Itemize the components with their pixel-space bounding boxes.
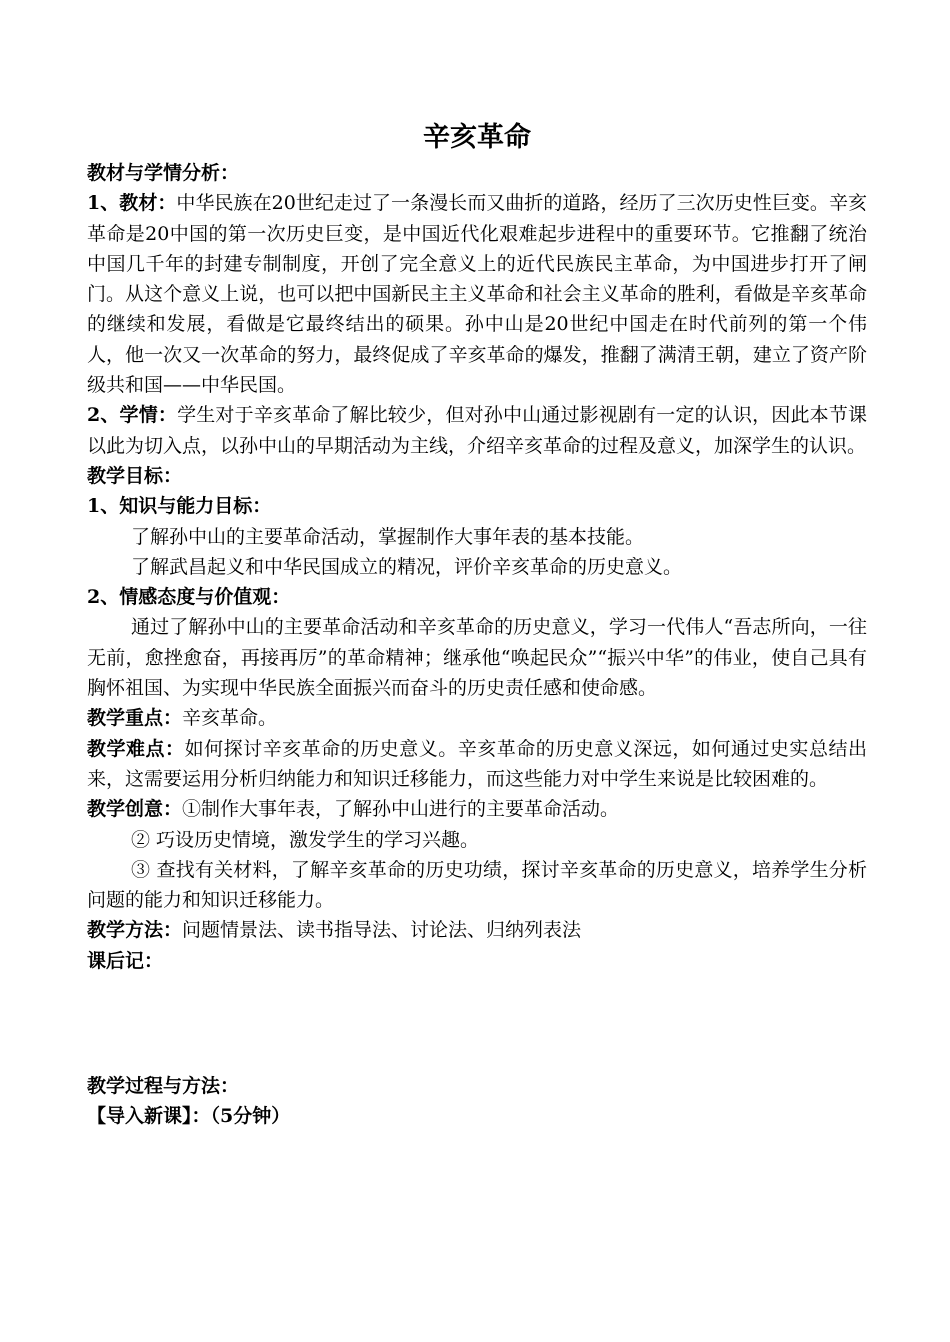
text-key-point: 辛亥革命。 xyxy=(182,707,278,730)
key-point xyxy=(87,703,867,733)
subheading-knowledge-goals: 1、知识与能力目标： xyxy=(87,495,272,518)
knowledge-goal-1: 了解孙中山的主要革命活动，掌握制作大事年表的基本技能。 xyxy=(131,525,645,548)
post-class-notes-label: 课后记： xyxy=(87,949,164,972)
text-textbook: 中华民族在20世纪走过了一条漫长而又曲折的道路，经历了三次历史性巨变。辛亥革命是20中国的第一次历史巨变，是中国近代化艰难起步进程中的重要环节。它推翻了统治中国几千年的封建专制制度，开创了完全意义上的近代民族民主革命，为中国进步打开了闸门。从这个意义上说，也可以把中国新民主主义革命和社会主义革命的胜利，看做是辛亥革命的继续和发展，看做是它最终结出的硕果。孙中山是20世纪中国走在时代前列的第一个伟人，他一次又一次革命的努力，最终促成了辛亥革命的爆发，推翻了满清王朝，建立了资产阶级共和国——中华民国。 xyxy=(87,192,867,397)
section-heading-goals: 教学目标： xyxy=(87,464,183,487)
label-difficulty: 教学难点： xyxy=(87,737,185,760)
text-difficulty: 如何探讨辛亥革命的历史意义。辛亥革命的历史意义深远，如何通过史实总结出来，这需要运用分析归纳能力和知识迁移能力，而这些能力对中学生来说是比较困难的。 xyxy=(87,737,867,790)
creative-line-3: ③ 查找有关材料，了解辛亥革命的历史功绩，探讨辛亥革命的历史意义，培养学生分析问题的能力和知识迁移能力。 xyxy=(87,858,867,912)
intro-new-lesson: 【导入新课】：（5分钟） xyxy=(87,1105,291,1128)
text-methods: 问题情景法、读书指导法、讨论法、归纳列表法 xyxy=(182,919,582,942)
creative-line-2: ② 巧设历史情境，激发学生的学习兴趣。 xyxy=(131,828,480,851)
paragraph-difficulty xyxy=(87,734,867,795)
paragraph-emotion-goals: 通过了解孙中山的主要革命活动和辛亥革命的历史意义，学习一代伟人“吾志所向，一往无前，愈挫愈奋，再接再厉”的革命精神；继承他“唤起民众”“振兴中华”的伟业，使自己具有胸怀祖国、为实现中华民族全面振兴而奋斗的历史责任感和使命感。 xyxy=(87,616,867,700)
text-student-analysis: 学生对于辛亥革命了解比较少，但对孙中山通过影视剧有一定的认识，因此本节课以此为切入点，以孙中山的早期活动为主线，介绍辛亥革命的过程及意义，加深学生的认识。 xyxy=(87,404,867,457)
document-page xyxy=(87,118,867,1132)
label-key-point: 教学重点： xyxy=(87,707,183,730)
creative-line-1 xyxy=(87,794,867,824)
blank-notes-space xyxy=(87,976,867,1071)
knowledge-goal-2: 了解武昌起义和中华民国成立的精况，评价辛亥革命的历史意义。 xyxy=(131,555,683,578)
label-methods: 教学方法： xyxy=(87,919,183,942)
subheading-emotion-goals: 2、情感态度与价值观： xyxy=(87,586,291,609)
paragraph-student-analysis xyxy=(87,400,867,461)
document-title: 辛亥革命 xyxy=(423,122,531,153)
label-textbook: 1、教材： xyxy=(87,192,177,215)
text-creative-1: ①制作大事年表，了解孙中山进行的主要革命活动。 xyxy=(182,798,620,821)
paragraph-textbook xyxy=(87,188,867,400)
teaching-methods xyxy=(87,915,867,945)
section-heading-process: 教学过程与方法： xyxy=(87,1075,240,1098)
label-creative: 教学创意： xyxy=(87,798,183,821)
section-heading-analysis: 教材与学情分析： xyxy=(87,162,240,184)
label-student-analysis: 2、学情： xyxy=(87,404,178,427)
